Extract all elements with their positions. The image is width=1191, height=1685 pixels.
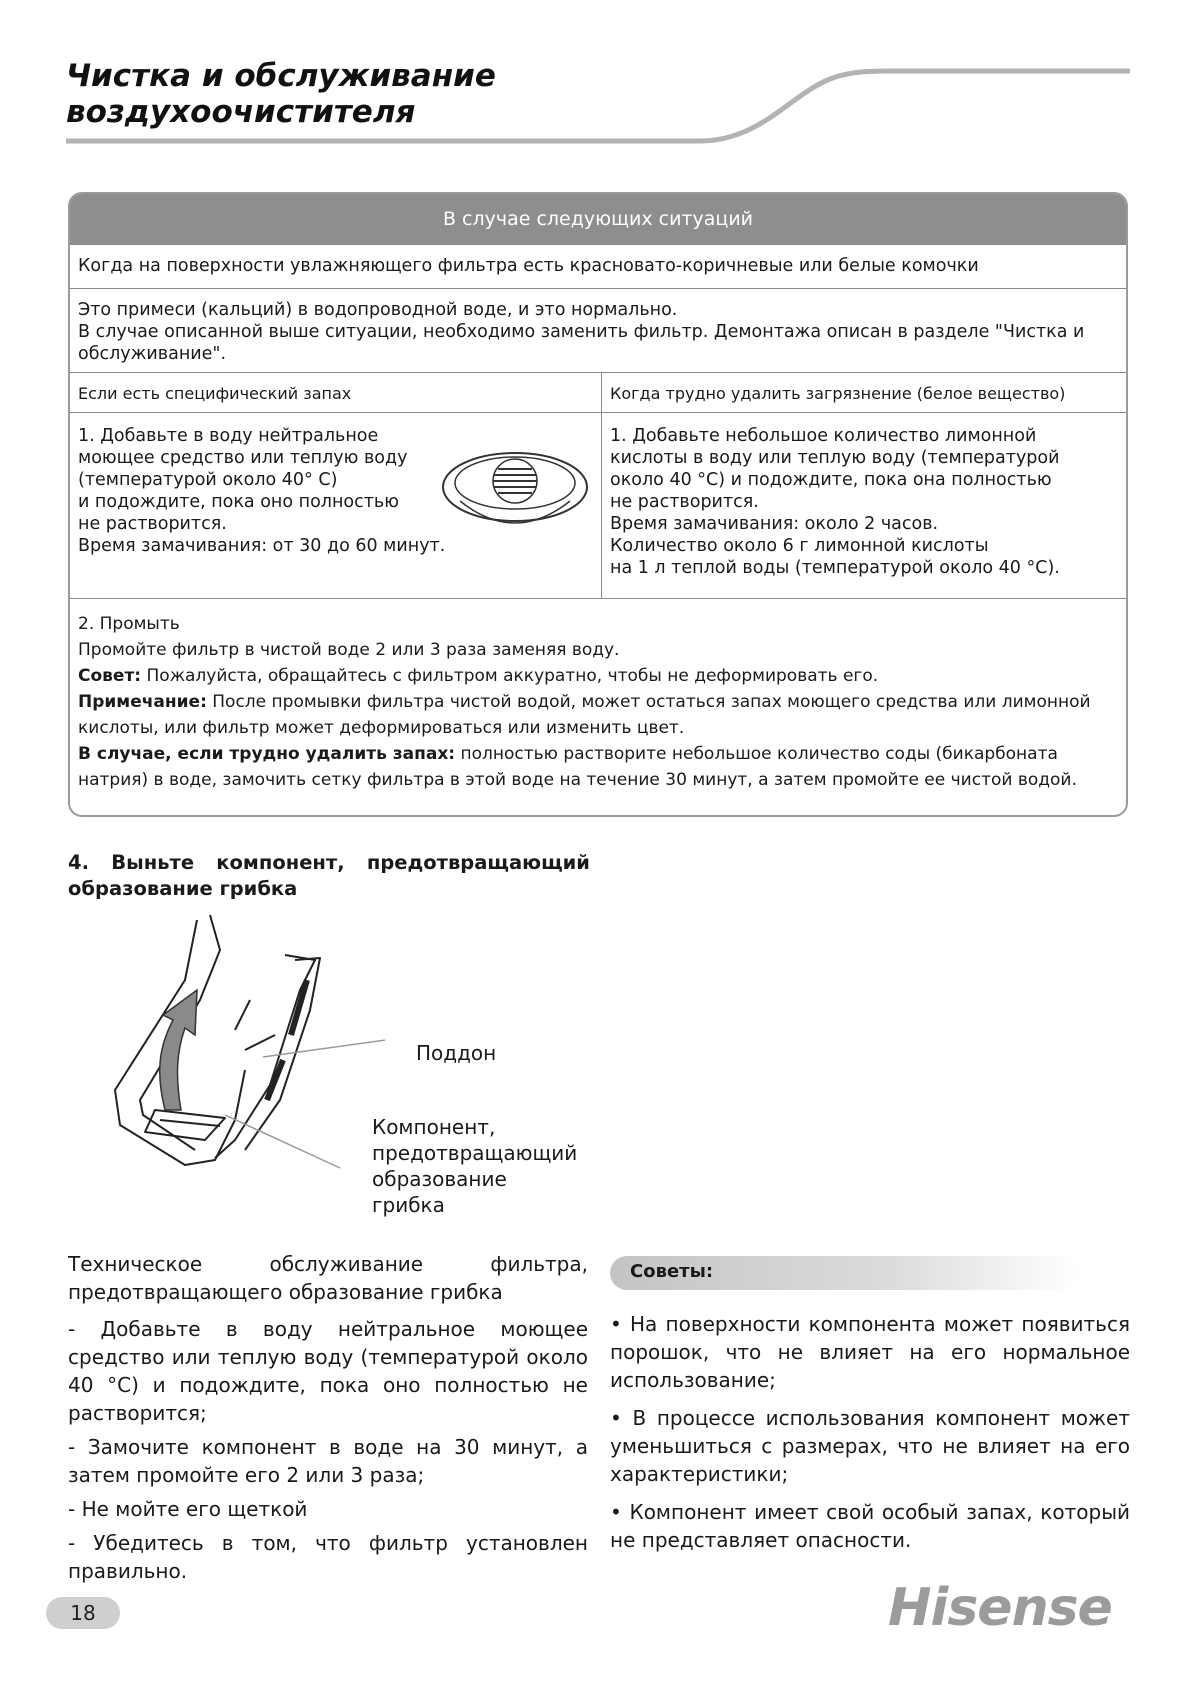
odor-step-line: Время замачивания: от 30 до 60 минут. [78,536,446,556]
tray-illustration [85,910,385,1180]
note-text: После промывки фильтра чистой водой, может остаться запах моющего средства или лимонной кислоты, или фильтр может деформироваться или изменить цвет. [78,692,1091,738]
stain-step-line: кислоты в воду или теплую воду (температурой [610,448,1060,468]
tip-text: Пожалуйста, обращайтесь с фильтром аккуратно, чтобы не деформировать его. [141,666,879,686]
lift-arrow-icon [160,990,197,1110]
odor-step-line: 1. Добавьте в воду нейтральное [78,426,379,446]
rinse-title: 2. Промыть [78,614,180,634]
component-label-line: Компонент, [372,1115,496,1139]
odor-step-line: (температурой около 40° C) [78,470,338,490]
odor-steps-cell [70,413,602,598]
stain-step-line: на 1 л теплой воды (температурой около 40 °C). [610,558,1060,578]
hard-odor-label: В случае, если трудно удалить запах: [78,744,456,764]
odor-step-line: моющее средство или теплую воду [78,448,408,468]
hard-odor-paragraph [78,741,1118,793]
page-number: 18 [46,1597,120,1629]
heading-word: Выньте [111,851,195,874]
maintenance-item: - Добавьте в воду нейтральное моющее средство или теплую воду (температурой около 40 °C) и подождите, пока оно полностью не растворится; [68,1317,588,1425]
situations-table [68,192,1128,817]
hisense-logo: Hisense [888,1578,1112,1638]
explanation-row [70,288,1126,372]
table-header: В случае следующих ситуаций [70,194,1126,244]
steps-row [70,412,1126,598]
stain-step-line: Количество около 6 г лимонной кислоты [610,536,989,556]
explanation-line-2: В случае описанной выше ситуации, необходимо заменить фильтр. Демонтажа описан в разделе "Чистка и обслуживание". [78,322,1085,364]
section-4-heading [68,850,590,902]
maintenance-title: Техническое обслуживание фильтра, предотвращающего образование грибка [68,1252,588,1304]
page-title-line-1: Чистка и обслуживание [66,58,496,94]
hard-odor-text: полностью растворите небольшое количество соды (бикарбоната натрия) в воде, замочить сетку фильтра в этой воде на течение 30 минут, а затем промойте ее чистой водой. [78,744,1077,790]
tip-item: • Компонент имеет свой особый запах, который не представляет опасности. [610,1500,1130,1552]
tips-list [610,1310,1130,1564]
component-label [372,1114,577,1218]
rinse-text: Промойте фильтр в чистой воде 2 или 3 раза заменяя воду. [78,640,620,660]
component-label-line: предотвращающий [372,1141,578,1165]
conditions-row [70,372,1126,412]
tip-label: Совет: [78,666,142,686]
stain-step-line: Время замачивания: около 2 часов. [610,514,939,534]
stain-step-line: около 40 °C) и подождите, пока она полностью [610,470,1052,490]
heading-number: 4. [68,851,89,874]
odor-condition-cell: Если есть специфический запах [70,373,602,412]
maintenance-list [68,1315,588,1591]
maintenance-item: - Не мойте его щеткой [68,1497,308,1521]
tip-item: • На поверхности компонента может появиться порошок, что не влияет на его нормальное использование; [610,1312,1130,1392]
maintenance-item: - Замочите компонент в воде на 30 минут, а затем промойте его 2 или 3 раза; [68,1435,588,1487]
component-label-line: грибка [372,1193,445,1217]
soaking-bowl-illustration [440,437,590,547]
rinse-row [70,598,1126,817]
tip-paragraph [78,663,1118,689]
situation-row: Когда на поверхности увлажняющего фильтра есть красновато-коричневые или белые комочки [70,244,1126,288]
heading-word: компонент, [216,851,345,874]
odor-step-line: и подождите, пока оно полностью [78,492,399,512]
odor-step-line: не растворится. [78,514,227,534]
heading-word: предотвращающий [366,851,590,874]
note-label: Примечание: [78,692,207,712]
note-paragraph [78,689,1118,741]
component-label-line: образование [372,1167,507,1191]
tips-label: Советы: [630,1261,714,1282]
stain-steps-cell [602,413,1126,598]
tip-item: • В процессе использования компонент может уменьшиться с размерах, что не влияет на его характеристики; [610,1406,1130,1486]
tray-label: Поддон [416,1041,497,1065]
explanation-line-1: Это примеси (кальций) в водопроводной воде, и это нормально. [78,300,678,320]
stain-step-line: не растворится. [610,492,759,512]
page-title-line-2: воздухоочистителя [66,94,416,130]
heading-line-2: образование грибка [68,877,298,900]
tips-header [610,1256,1080,1290]
stain-condition-cell: Когда трудно удалить загрязнение (белое вещество) [610,384,1066,403]
stain-step-line: 1. Добавьте небольшое количество лимонной [610,426,1037,446]
maintenance-item: - Убедитесь в том, что фильтр установлен правильно. [68,1531,588,1583]
page-title [66,58,496,130]
